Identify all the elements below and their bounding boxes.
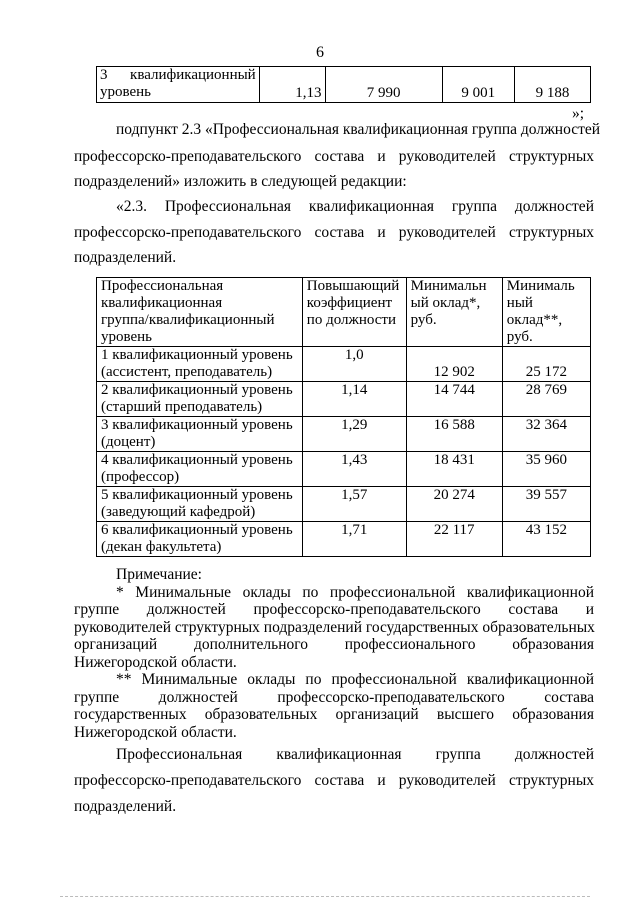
level-label: 4 квалификационный уровень	[101, 452, 293, 468]
salary-cell-3: 9 188	[514, 67, 590, 103]
final-paragraph	[116, 746, 594, 764]
table-row	[97, 452, 591, 487]
note-title: Примечание:	[116, 566, 202, 583]
salary-cell-2: 43 152	[502, 522, 590, 557]
level-cell	[97, 347, 303, 382]
coef-cell: 1,57	[302, 487, 406, 522]
header-text: уровень	[101, 329, 153, 345]
section-heading-2	[74, 224, 594, 242]
note-line: ** Минимальные оклады по профессиональной квалификационной	[116, 671, 594, 688]
header-text: Минимальн	[410, 278, 487, 294]
salary-cell-1: 14 744	[406, 382, 502, 417]
header-text: ый оклад*,	[410, 295, 481, 311]
header-text: руб.	[506, 329, 533, 345]
final-line: Профессиональная квалификационная группа должностей	[116, 746, 594, 763]
header-text: ный	[506, 295, 533, 311]
salary-cell-2: 9 001	[442, 67, 514, 103]
position-label: (старший преподаватель)	[101, 399, 263, 415]
final-line: подразделений.	[74, 798, 177, 815]
header-text: группа/квалификационный	[101, 312, 275, 328]
continued-table	[96, 66, 591, 103]
intro-line: подразделений» изложить в следующей редакции:	[74, 173, 407, 190]
salary-cell-1: 20 274	[406, 487, 502, 522]
closing-mark: »;	[572, 105, 585, 122]
table-row	[97, 382, 591, 417]
level-cell	[97, 67, 260, 103]
footer-divider	[60, 896, 590, 897]
intro-paragraph	[116, 121, 601, 139]
note-line: руководителей структурных подразделений государственных образовательных	[74, 618, 595, 636]
intro-line: профессорско-преподавательского состава и руководителей структурных	[74, 148, 594, 165]
note-line: группе должностей профессорско-преподавательского состава	[74, 688, 594, 706]
table-row	[97, 67, 591, 103]
table-row	[97, 347, 591, 382]
salary-cell-2: 25 172	[502, 347, 590, 382]
note-line: * Минимальные оклады по профессиональной квалификационной	[116, 583, 594, 601]
final-paragraph-2	[74, 772, 594, 790]
page-number: 6	[316, 44, 324, 61]
level-label: 5 квалификационный уровень	[101, 487, 293, 503]
salary-cell-2: 35 960	[502, 452, 590, 487]
coef-cell: 1,29	[302, 417, 406, 452]
intro-paragraph-2	[74, 148, 594, 166]
salary-cell-2: 39 557	[502, 487, 590, 522]
salary-cell-1: 7 990	[325, 67, 442, 103]
position-label: (профессор)	[101, 469, 180, 485]
coef-cell: 1,71	[302, 522, 406, 557]
header-text: Минималь	[506, 278, 575, 294]
salary-cell-1: 12 902	[406, 347, 502, 382]
position-label: (доцент)	[101, 434, 156, 450]
table-row	[97, 522, 591, 557]
level-label: 3 квалификационный	[100, 67, 256, 83]
level-cell	[97, 382, 303, 417]
salary-cell-2: 28 769	[502, 382, 590, 417]
salary-cell-1: 16 588	[406, 417, 502, 452]
section-line: «2.3. Профессиональная квалификационная группа должностей	[116, 198, 594, 215]
level-cell	[97, 522, 303, 557]
section-line: профессорско-преподавательского состава и руководителей структурных	[74, 224, 594, 241]
level-label: 1 квалификационный уровень	[101, 347, 293, 363]
salary-cell-2: 32 364	[502, 417, 590, 452]
level-cell	[97, 487, 303, 522]
header-text: по должности	[306, 312, 396, 328]
note-line: группе должностей профессорско-преподавательского состава и	[74, 601, 594, 618]
coef-cell: 1,0	[302, 347, 406, 382]
note-line: государственных образовательных организаций высшего образования	[74, 706, 594, 723]
position-label: (заведующий кафедрой)	[101, 504, 256, 520]
level-cell	[97, 417, 303, 452]
table-header-row	[97, 278, 591, 347]
salary-cell-1: 22 117	[406, 522, 502, 557]
note-line: Нижегородской области.	[74, 653, 237, 671]
header-cell-min1	[406, 278, 502, 347]
notes-block	[74, 566, 594, 741]
note-line: организаций дополнительного профессионального образования	[74, 636, 594, 653]
level-cell	[97, 452, 303, 487]
level-label: 2 квалификационный уровень	[101, 382, 293, 398]
table-row	[97, 487, 591, 522]
coef-cell: 1,14	[302, 382, 406, 417]
salary-cell-1: 18 431	[406, 452, 502, 487]
level-label: 3 квалификационный уровень	[101, 417, 293, 433]
header-cell-coef	[302, 278, 406, 347]
coef-cell: 1,13	[259, 67, 325, 103]
position-label: (декан факультета)	[101, 539, 222, 555]
section-heading	[116, 198, 594, 216]
level-label-2: уровень	[100, 84, 152, 100]
section-line: подразделений.	[74, 249, 177, 266]
header-text: Повышающий	[306, 278, 400, 294]
header-cell-group	[97, 278, 303, 347]
table-row	[97, 417, 591, 452]
position-label: (ассистент, преподаватель)	[101, 364, 273, 380]
level-label: 6 квалификационный уровень	[101, 522, 293, 538]
coef-cell: 1,43	[302, 452, 406, 487]
header-text: квалификационная	[101, 295, 223, 311]
header-cell-min2	[502, 278, 590, 347]
header-text: коэффициент	[306, 295, 393, 311]
final-line: профессорско-преподавательского состава и руководителей структурных	[74, 772, 594, 789]
header-text: Профессиональная	[101, 278, 224, 294]
note-line: Нижегородской области.	[74, 723, 237, 741]
intro-line: подпункт 2.3 «Профессиональная квалификационная группа должностей	[116, 121, 601, 138]
header-text: оклад**,	[506, 312, 563, 328]
header-text: руб.	[410, 312, 437, 328]
salary-table	[96, 277, 591, 557]
